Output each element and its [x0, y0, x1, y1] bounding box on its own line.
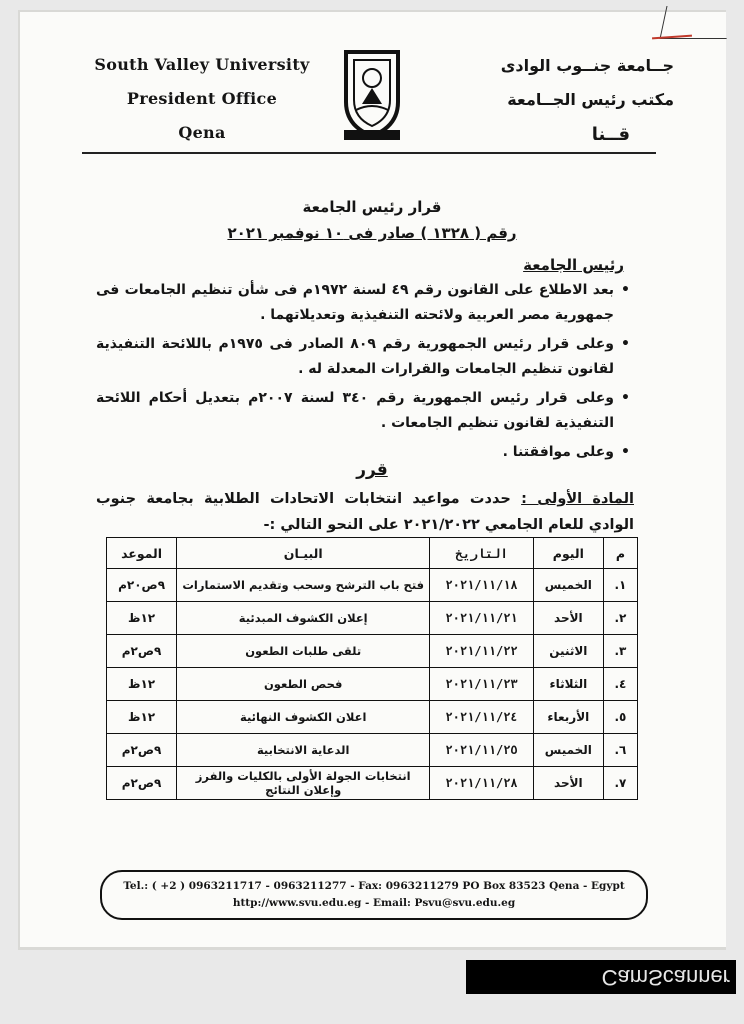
cell-description: فحص الطعون	[177, 668, 430, 701]
cell-description: فتح باب الترشح وسحب وتقديم الاستمارات	[177, 569, 430, 602]
cell-day: الأحد	[533, 602, 603, 635]
decision-heading: قرر	[356, 460, 388, 480]
cell-date: ٢٠٢١/١١/٢٨	[430, 767, 534, 800]
cell-date: ٢٠٢١/١١/٢٣	[430, 668, 534, 701]
scanner-watermark	[466, 960, 736, 994]
decree-title: قرار رئيس الجامعة	[302, 198, 442, 216]
cell-number: ٣.	[603, 635, 637, 668]
cell-description: إعلان الكشوف المبدئية	[177, 602, 430, 635]
cell-number: ٧.	[603, 767, 637, 800]
contact-line: Tel.: ( +2 ) 0963211717 - 0963211277 - Fax: 0963211279 PO Box 83523 Qena - Egypt	[123, 880, 625, 892]
header-description: البيـان	[177, 538, 430, 569]
header-divider	[82, 152, 656, 154]
cell-day: الأحد	[533, 767, 603, 800]
office-name-ar: مكتب رئيس الجــامعة	[507, 90, 674, 109]
header-date: التاريخ	[430, 538, 534, 569]
cell-number: ٢.	[603, 602, 637, 635]
header-english	[82, 48, 322, 150]
preamble-item: • وعلى قرار رئيس الجمهورية رقم ٨٠٩ الصادر فى ١٩٧٥م باللائحة التنفيذية لقانون تنظيم الجامعات والقرارات المعدلة له .	[96, 332, 614, 382]
cell-date: ٢٠٢١/١١/٢٤	[430, 701, 534, 734]
table-row	[107, 569, 638, 602]
contact-footer	[100, 870, 648, 920]
decree-number: رقم ( ١٣٢٨ ) صادر فى ١٠ نوفمبر ٢٠٢١	[227, 224, 517, 242]
web-email-line: http://www.svu.edu.eg - Email: Psvu@svu.edu.eg	[232, 897, 516, 909]
cell-date: ٢٠٢١/١١/٢١	[430, 602, 534, 635]
cell-time: ١٢ظ	[107, 668, 177, 701]
preamble-item: • وعلى موافقتنا .	[96, 440, 614, 465]
office-name-en: President Office	[126, 89, 278, 108]
cell-time: ٩ص٢٠م	[107, 569, 177, 602]
cell-number: ١.	[603, 569, 637, 602]
watermark-text: CamScanner	[601, 965, 730, 990]
article-lead: المادة الأولى :	[521, 491, 634, 507]
cell-description: تلقى طلبات الطعون	[177, 635, 430, 668]
cell-date: ٢٠٢١/١١/٢٢	[430, 635, 534, 668]
cell-number: ٤.	[603, 668, 637, 701]
cell-number: ٥.	[603, 701, 637, 734]
table-header-row	[107, 538, 638, 569]
university-name-en: South Valley University	[94, 55, 310, 74]
cell-time: ١٢ظ	[107, 701, 177, 734]
election-schedule-table	[106, 537, 638, 800]
cell-description: اعلان الكشوف النهائية	[177, 701, 430, 734]
header-time: الموعد	[107, 538, 177, 569]
article-text: حددت مواعيد انتخابات الاتحادات الطلابية بجامعة جنوب الوادي للعام الجامعي ٢٠٢١/٢٠٢٢ على النحو التالي :-	[96, 491, 634, 533]
cell-time: ١٢ظ	[107, 602, 177, 635]
preamble-item: • بعد الاطلاع على القانون رقم ٤٩ لسنة ١٩٧٢م فى شأن تنظيم الجامعات فى جمهورية مصر العربية ولائحته التنفيذية وتعديلاتهما .	[96, 278, 614, 328]
city-name-en: Qena	[178, 123, 226, 142]
table-row	[107, 635, 638, 668]
cell-description: الدعاية الانتخابية	[177, 734, 430, 767]
cell-day: الثلاثاء	[533, 668, 603, 701]
cell-time: ٩ص٢م	[107, 635, 177, 668]
header-number: م	[603, 538, 637, 569]
cell-date: ٢٠٢١/١١/١٨	[430, 569, 534, 602]
cell-time: ٩ص٢م	[107, 767, 177, 800]
cell-description: انتخابات الجولة الأولى بالكليات والفرز وإعلان النتائج	[177, 767, 430, 800]
preamble-item: • وعلى قرار رئيس الجمهورية رقم ٣٤٠ لسنة ٢٠٠٧م بتعديل أحكام اللائحة التنفيذية لقانون تنظيم الجامعات .	[96, 386, 614, 436]
university-name-ar: جــامعة جنــوب الوادى	[500, 56, 674, 75]
city-name-ar: قــنا	[591, 124, 630, 145]
cell-day: الخميس	[533, 569, 603, 602]
article-one	[96, 486, 634, 538]
cell-day: الاثنين	[533, 635, 603, 668]
corner-mark	[659, 6, 733, 39]
cell-day: الأربعاء	[533, 701, 603, 734]
cell-number: ٦.	[603, 734, 637, 767]
table-row	[107, 668, 638, 701]
table-row	[107, 767, 638, 800]
issuer-label: رئيس الجامعة	[523, 256, 624, 274]
table-row	[107, 602, 638, 635]
header-arabic	[454, 56, 674, 158]
preamble-list	[96, 278, 632, 469]
header-day: اليوم	[533, 538, 603, 569]
university-logo-icon	[332, 44, 412, 144]
cell-date: ٢٠٢١/١١/٢٥	[430, 734, 534, 767]
cell-time: ٩ص٢م	[107, 734, 177, 767]
table-row	[107, 734, 638, 767]
table-row	[107, 701, 638, 734]
cell-day: الخميس	[533, 734, 603, 767]
